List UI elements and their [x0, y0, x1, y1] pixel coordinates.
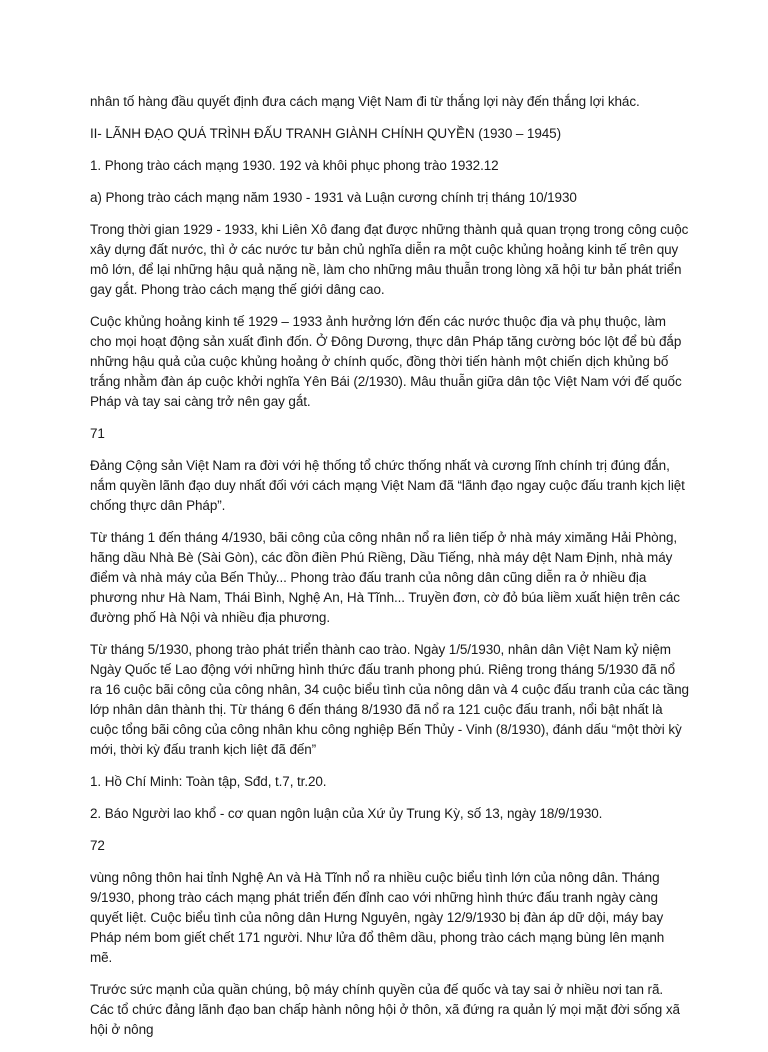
section-heading: II- LÃNH ĐẠO QUÁ TRÌNH ĐẤU TRANH GIÀNH CHÍNH QUYỀN (1930 – 1945): [90, 126, 561, 141]
paragraph-body: Cuộc khủng hoảng kinh tế 1929 – 1933 ảnh hưởng lớn đến các nước thuộc địa và phụ thuộc, làm cho mọi hoạt động sản xuất đình đốn. Ở Đông Dương, thực dân Pháp tăng cường bóc lột để bù đắp những hậu quả của cuộc khủng hoảng ở chính quốc, đồng thời tiến hành một chiến dịch khủng bố trắng nhằm đàn áp cuộc khởi nghĩa Yên Bái (2/1930). Mâu thuẫn giữa dân tộc Việt Nam với đế quốc Pháp và tay sai càng trở nên gay gắt.: [90, 314, 682, 409]
paragraph-body: Trong thời gian 1929 - 1933, khi Liên Xô đang đạt được những thành quả quan trọng trong công cuộc xây dựng đất nước, thì ở các nước tư bản chủ nghĩa diễn ra một cuộc khủng hoảng kinh tế trên quy mô lớn, để lại những hậu quả nặng nề, làm cho những mâu thuẫn trong lòng xã hội tư bản phát triển gay gắt. Phong trào cách mạng thế giới dâng cao.: [90, 222, 689, 297]
paragraph-intro: nhân tố hàng đầu quyết định đưa cách mạng Việt Nam đi từ thắng lợi này đến thắng lợi khác.: [90, 94, 640, 109]
paragraph-body: vùng nông thôn hai tỉnh Nghệ An và Hà Tĩnh nổ ra nhiều cuộc biểu tình lớn của nông dân. Tháng 9/1930, phong trào cách mạng phát triển đến đỉnh cao với những hình thức đấu tranh ngày càng quyết liệt. Cuộc biểu tình của nông dân Hưng Nguyên, ngày 12/9/1930 bị đàn áp dữ dội, máy bay Pháp ném bom giết chết 171 người. Như lửa đổ thêm dầu, phong trào cách mạng bùng lên mạnh mẽ.: [90, 870, 665, 965]
page-number: 71: [90, 426, 105, 441]
paragraph-body: Trước sức mạnh của quần chúng, bộ máy chính quyền của đế quốc và tay sai ở nhiều nơi tan rã. Các tổ chức đảng lãnh đạo ban chấp hành nông hội ở thôn, xã đứng ra quản lý mọi mặt đời sống xã hội ở nông: [90, 982, 680, 1037]
paragraph-body: Từ tháng 5/1930, phong trào phát triển thành cao trào. Ngày 1/5/1930, nhân dân Việt Nam kỷ niệm Ngày Quốc tế Lao động với những hình thức đấu tranh phong phú. Riêng trong tháng 5/1930 đã nổ ra 16 cuộc bãi công của công nhân, 34 cuộc biểu tình của nông dân và 4 cuộc đấu tranh của các tầng lớp nhân dân thành thị. Từ tháng 6 đến tháng 8/1930 đã nổ ra 121 cuộc đấu tranh, nổi bật nhất là cuộc tổng bãi công của công nhân khu công nghiệp Bến Thủy - Vinh (8/1930), đánh dấu “một thời kỳ mới, thời kỳ đấu tranh kịch liệt đã đến”: [90, 642, 689, 757]
document-page: [90, 92, 690, 1052]
footnote: 1. Hồ Chí Minh: Toàn tập, Sđd, t.7, tr.20.: [90, 774, 327, 789]
subsection-heading: 1. Phong trào cách mạng 1930. 192 và khôi phục phong trào 1932.12: [90, 158, 499, 173]
paragraph-body: Từ tháng 1 đến tháng 4/1930, bãi công của công nhân nổ ra liên tiếp ở nhà máy ximăng Hải Phòng, hãng dầu Nhà Bè (Sài Gòn), các đồn điền Phú Riềng, Dầu Tiếng, nhà máy dệt Nam Định, nhà máy điểm và nhà máy của Bến Thủy... Phong trào đấu tranh của nông dân cũng diễn ra ở nhiều địa phương như Hà Nam, Thái Bình, Nghệ An, Hà Tĩnh... Truyền đơn, cờ đỏ búa liềm xuất hiện trên các đường phố Hà Nội và nhiều địa phương.: [90, 530, 680, 625]
paragraph-body: Đảng Cộng sản Việt Nam ra đời với hệ thống tổ chức thống nhất và cương lĩnh chính trị đúng đắn, nắm quyền lãnh đạo duy nhất đối với cách mạng Việt Nam đã “lãnh đạo ngay cuộc đấu tranh kịch liệt chống thực dân Pháp”.: [90, 458, 685, 513]
subsubsection-heading: a) Phong trào cách mạng năm 1930 - 1931 và Luận cương chính trị tháng 10/1930: [90, 190, 577, 205]
footnote: 2. Báo Người lao khổ - cơ quan ngôn luận của Xứ ủy Trung Kỳ, số 13, ngày 18/9/1930.: [90, 806, 603, 821]
page-number: 72: [90, 838, 105, 853]
